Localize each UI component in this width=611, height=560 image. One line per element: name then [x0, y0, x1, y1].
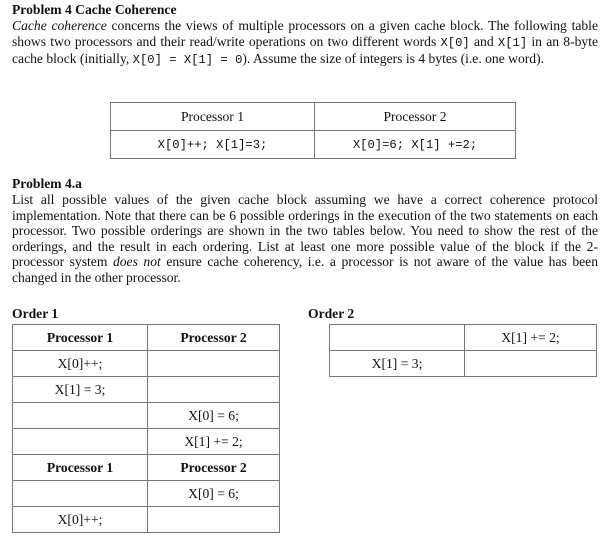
order-1-cell — [13, 429, 148, 455]
intro-and: and — [469, 33, 498, 49]
intro-lead: Cache coherence — [12, 18, 107, 33]
order-1-cell: Processor 2 — [148, 455, 280, 481]
table-row — [13, 429, 280, 455]
table-row — [13, 507, 280, 533]
intro-text-3: ). Assume the size of integers is 4 bytes (i.e. one word). — [242, 51, 545, 67]
order-1-cell: Processor 1 — [13, 455, 148, 481]
intro-x1: X[1] — [497, 35, 528, 50]
problem4a-text-2: ensure cache coherency, i.e. a processor is not aware of the value has been changed in the other processor. — [12, 254, 598, 285]
table-row — [111, 103, 516, 131]
order-1-cell — [13, 481, 148, 507]
processor-ops-table — [110, 102, 516, 159]
table-row — [13, 455, 280, 481]
order-2-cell: X[1] = 3; — [330, 351, 465, 377]
order-2-cell — [465, 351, 597, 377]
order-1-cell — [148, 377, 280, 403]
order-1-cell: X[1] = 3; — [13, 377, 148, 403]
problem4-title: Problem 4 Cache Coherence — [12, 2, 177, 17]
problem4a-does-not: does not — [112, 254, 161, 270]
table-cell-processor-2-ops: X[0]=6; X[1] +=2; — [315, 131, 516, 159]
order-1-table — [12, 324, 280, 533]
table-row — [330, 351, 597, 377]
order-2-cell: X[1] += 2; — [465, 325, 597, 351]
intro-text-1: concerns the views of multiple processors on a given cache block. The following table shows two processors and their read/write operations on two different words — [12, 18, 598, 49]
order-1-cell: X[0] = 6; — [148, 481, 280, 507]
order-2-cell — [330, 325, 465, 351]
order-1-cell: X[0]++; — [13, 507, 148, 533]
problem4a-text-1: List all possible values of the given cache block assuming we have a correct coherence protocol implementation. Note that there can be 6 possible orderings in the execution of the two statements on each processor. Two possible orderings are shown in the two tables below. You need to show the rest of the orderings, and the result in each ordering. List at least one more possible value of the block if the 2-processor system — [12, 192, 598, 270]
table-header-processor-1: Processor 1 — [111, 103, 315, 131]
order-2-table — [329, 324, 597, 377]
problem4a-title: Problem 4.a — [12, 176, 82, 191]
order-2-label: Order 2 — [308, 306, 355, 321]
table-row — [13, 325, 280, 351]
intro-init-code: X[0] = X[1] = 0 — [132, 53, 243, 68]
table-row — [330, 325, 597, 351]
order-1-cell: Processor 2 — [148, 325, 280, 351]
table-row — [111, 131, 516, 159]
table-cell-processor-1-ops: X[0]++; X[1]=3; — [111, 131, 315, 159]
table-row — [13, 351, 280, 377]
order-1-cell: X[0] = 6; — [148, 403, 280, 429]
table-header-processor-2: Processor 2 — [315, 103, 516, 131]
intro-x0: X[0] — [440, 35, 470, 50]
order-1-cell: X[0]++; — [13, 351, 148, 377]
problem4a-text — [12, 192, 598, 286]
order-1-cell — [13, 403, 148, 429]
table-row — [13, 377, 280, 403]
order-1-cell: Processor 1 — [13, 325, 148, 351]
order-1-label: Order 1 — [12, 306, 59, 321]
order-1-cell — [148, 351, 280, 377]
problem4-intro — [12, 18, 598, 69]
table-row — [13, 403, 280, 429]
intro-text-2: in an 8-byte cache block (initially, — [12, 33, 599, 67]
order-1-cell — [148, 507, 280, 533]
order-1-cell: X[1] += 2; — [148, 429, 280, 455]
table-row — [13, 481, 280, 507]
